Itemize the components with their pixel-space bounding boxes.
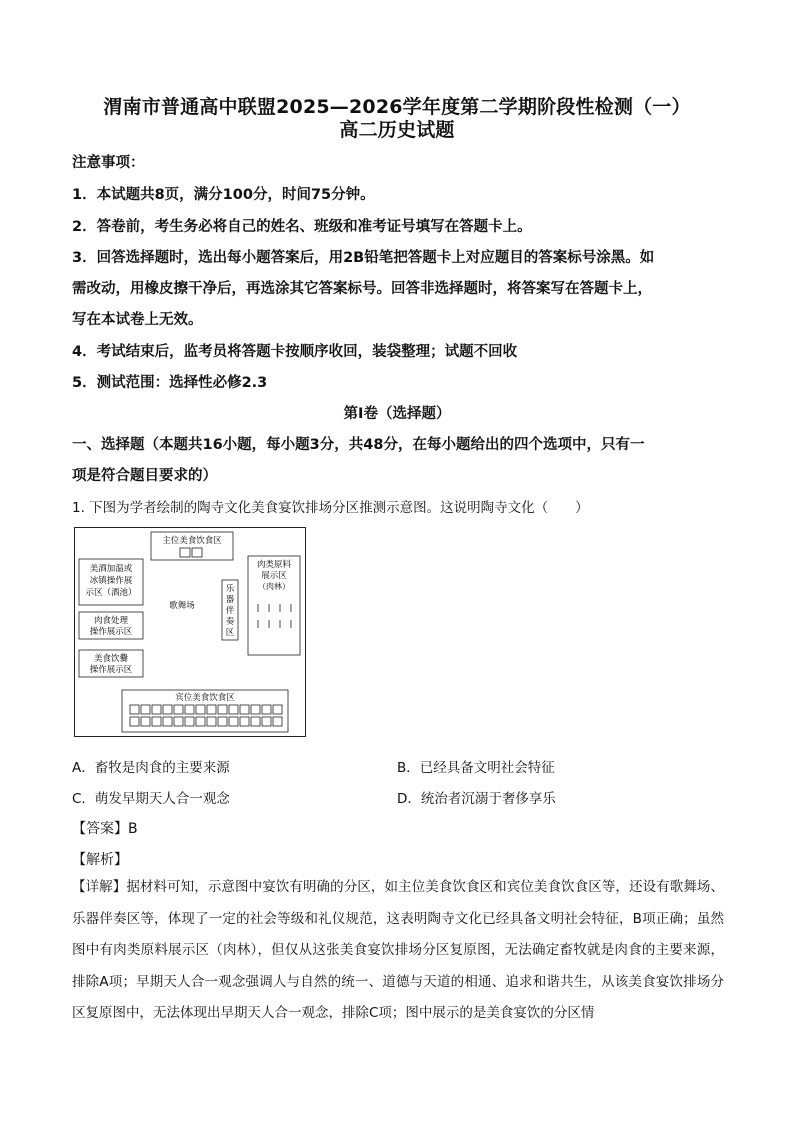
note-item-2: 2．答卷前，考生务必将自己的姓名、班级和准考证号填写在答题卡上。 [72,219,532,235]
feast-layout-diagram [74,527,306,737]
option-b: B．已经具备文明社会特征 [397,760,555,776]
band-label-3: 伴 [225,606,235,616]
wine-area-label-3: 示区（酒池） [85,588,137,598]
option-c: C．萌发早期天人合一观念 [72,791,230,807]
exam-subtitle: 高二历史试题 [339,119,455,141]
meat-display-label-2: 展示区 [261,571,287,581]
drink-area-label-1: 美食饮爨 [93,654,129,664]
analysis-detail: 【详解】据材料可知，示意图中宴饮有明确的分区，如主位美食饮食区和宾位美食饮食区等，还设有歌舞场、乐器伴奏区等，体现了一定的社会等级和礼仪规范，这表明陶寺文化已经具备文明社会特征，B项正确；虽然图中有肉类原料展示区（肉林），但仅从这张美食宴饮排场分区复原图，无法确定畜牧就是肉食的主要来源，排除A项；早期天人合一观念强调人与自然的统一、道德与天道的相通、追求和谐共生，从该美食宴饮排场分区复原图中，无法体现出早期天人合一观念，排除C项；图中展示的是美食宴饮的分区情 [72,879,724,1021]
exam-title: 渭南市普通高中联盟2025—2026学年度第二学期阶段性检测（一） [103,96,691,118]
band-label-1: 乐 [225,584,235,594]
option-d: D．统治者沉溺于奢侈享乐 [397,791,556,807]
section-instruction-1: 一、选择题（本题共16小题，每小题3分，共48分，在每小题给出的四个选项中，只有一 [72,437,645,453]
notes-heading: 注意事项： [72,155,145,171]
meat-display-label-3: （肉林） [258,582,290,591]
band-label-4: 奏 [225,617,235,627]
note-item-1: 1．本试题共8页，满分100分，时间75分钟。 [72,187,375,203]
volume-title: 第Ⅰ卷（选择题） [343,406,451,422]
note-item-3: 3．回答选择题时，选出每小题答案后，用2B铅笔把答题卡上对应题目的答案标号涂黑。如 [72,250,655,266]
note-item-5: 5．测试范围：选择性必修2.3 [72,375,268,391]
note-item-3-cont2: 写在本试卷上无效。 [72,312,203,328]
band-label-2: 器 [225,595,235,605]
wine-area-label-2: 冰镇操作展 [89,576,133,586]
guest-area-label: 宾位美食饮食区 [175,693,235,703]
note-item-4: 4．考试结束后，监考员将答题卡按顺序收回，装袋整理；试题不回收 [72,344,518,360]
answer-label: 【答案】B [72,821,138,837]
band-label-5: 区 [225,628,235,638]
wine-area-label-1: 美酒加温或 [89,564,133,574]
dance-area-label: 歌舞场 [169,601,195,611]
note-item-3-cont: 需改动，用橡皮擦干净后，再选涂其它答案标号。回答非选择题时，将答案写在答题卡上， [72,281,652,297]
host-area-label: 主位美食饮食区 [162,536,222,546]
meat-display-label-1: 肉类原料 [256,560,292,570]
meat-process-label-1: 肉食处理 [93,616,129,626]
drink-area-label-2: 操作展示区 [89,665,133,675]
option-a: A．畜牧是肉食的主要来源 [72,760,230,776]
question-1-stem: 1. 下图为学者绘制的陶寺文化美食宴饮排场分区推测示意图。这说明陶寺文化（ ） [72,500,589,516]
section-instruction-2: 项是符合题目要求的） [72,468,217,484]
meat-process-label-2: 操作展示区 [89,627,133,637]
analysis-label: 【解析】 [72,852,128,868]
